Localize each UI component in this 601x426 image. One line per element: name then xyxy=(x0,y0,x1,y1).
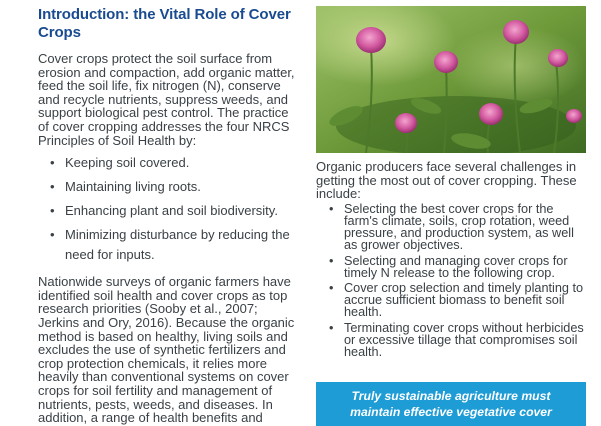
bullet-icon: • xyxy=(50,155,55,171)
challenges-list xyxy=(316,203,586,358)
left-column xyxy=(38,0,300,425)
bullet-icon: • xyxy=(329,281,334,295)
list-item: • Selecting and managing cover crops for timely N release to the following crop. xyxy=(329,253,568,280)
section-heading: Introduction: the Vital Role of Cover Crops xyxy=(38,6,291,41)
bullet-icon: • xyxy=(329,201,334,216)
red-clover-photo xyxy=(316,6,586,153)
bullet-icon: • xyxy=(50,179,55,195)
list-item: • Minimizing disturbance by reducing the need for inputs. xyxy=(50,227,290,263)
bullet-icon: • xyxy=(329,253,334,268)
callout-box xyxy=(316,382,586,426)
list-item: • Keeping soil covered. xyxy=(38,153,300,173)
callout-line: maintain effective vegetative cover xyxy=(350,405,552,419)
bullet-icon: • xyxy=(50,227,55,243)
intro-paragraph: Cover crops protect the soil surface from erosion and compaction, add organic matter, feed the soil life, fix nitrogen (N), conserve and recycle nutrients, suppress weeds, and support biological pest control. The practice of cover cropping addresses the four NRCS Principles of Soil Health by: xyxy=(38,51,295,148)
bullet-icon: • xyxy=(329,320,334,335)
right-column xyxy=(316,0,586,419)
list-item: • Maintaining living roots. xyxy=(38,177,300,197)
list-item: • Selecting the best cover crops for the farm's climate, soils, crop rotation, weed pressure, and production system, as well as grower objectives. xyxy=(329,201,574,253)
list-item: • Cover crop selection and timely planting to accrue sufficient biomass to benefit soil health. xyxy=(329,281,584,320)
surveys-paragraph: Nationwide surveys of organic farmers have identified soil health and cover crops as top research priorities (Sooby et al., 2007; Jerkins and Ory, 2016). Because the organic method is based on healthy, living soils and excludes the use of synthetic fertilizers and crop protection chemicals, it relies more heavily than conventional systems on cover crops for soil fertility and management of nutrients, pests, weeds, and diseases. In addition, a range of health benefits and xyxy=(38,274,295,426)
list-item: • Enhancing plant and soil biodiversity. xyxy=(38,201,300,221)
callout-line: Truly sustainable agriculture must xyxy=(351,389,551,403)
challenges-intro: Organic producers face several challenges in getting the most out of cover cropping. These include: xyxy=(316,159,577,202)
bullet-icon: • xyxy=(50,203,55,219)
list-item: • Terminating cover crops without herbicides or excessive tillage that compromises soil health. xyxy=(329,320,584,360)
soil-health-principles-list xyxy=(38,153,300,265)
